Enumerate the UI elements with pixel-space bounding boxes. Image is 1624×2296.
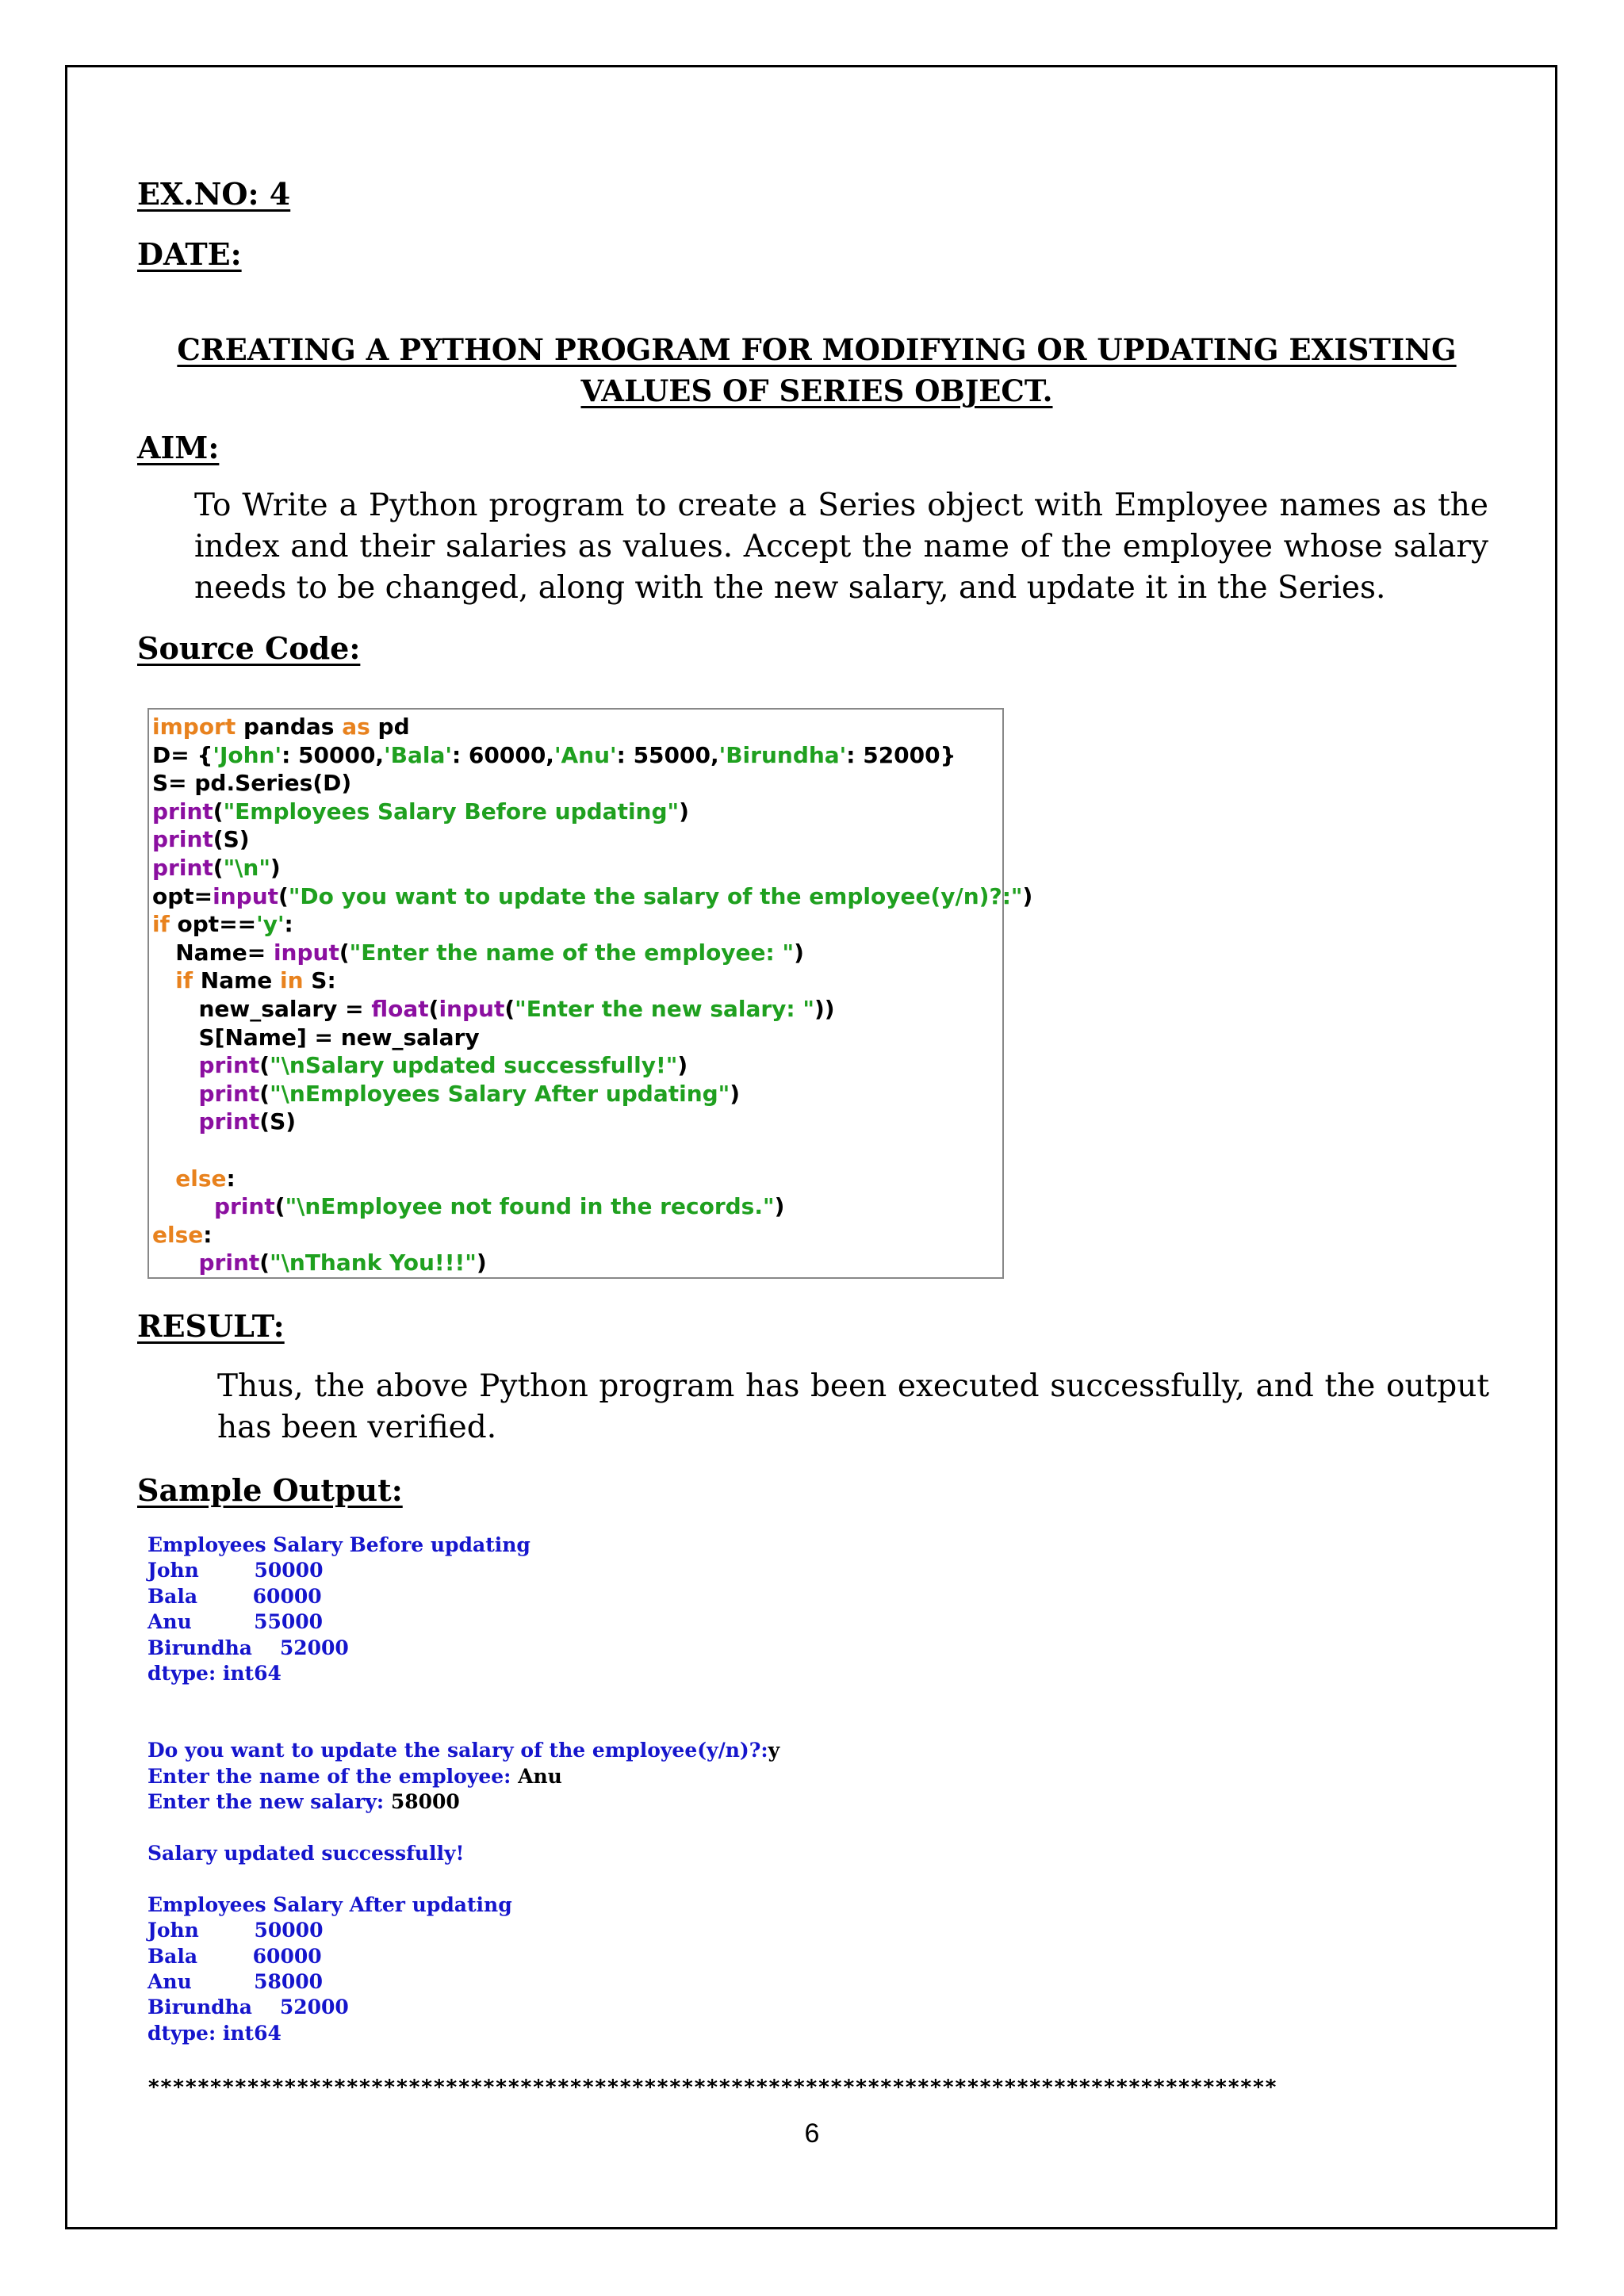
- output-line-token: Birundha 52000: [147, 1636, 349, 1659]
- code-line: [152, 854, 1002, 882]
- code-line-token: 'y': [256, 911, 285, 938]
- code-line-token: print: [152, 798, 213, 825]
- code-line-token: (S): [259, 1108, 297, 1135]
- code-line: [152, 910, 1002, 939]
- output-line-token: Birundha 52000: [147, 1996, 349, 2019]
- code-line-token: :: [203, 1221, 213, 1248]
- output-line-token: Bala 60000: [147, 1944, 322, 1968]
- code-line: [152, 1051, 1002, 1080]
- output-line-token: dtype: int64: [147, 2021, 282, 2045]
- code-line-token: new_salary =: [152, 995, 372, 1022]
- code-line-token: 'Bala': [384, 741, 452, 768]
- code-line-token: print: [152, 826, 213, 853]
- code-line-token: "\nEmployee not found in the records.": [285, 1193, 775, 1220]
- code-line-token: ): [476, 1249, 487, 1276]
- code-line-token: pandas: [236, 714, 343, 740]
- code-line: [152, 995, 1002, 1024]
- code-line-token: (: [213, 854, 224, 881]
- output-line: [147, 1764, 779, 1789]
- output-line: [147, 1738, 779, 1763]
- code-line-token: : 52000}: [846, 741, 956, 768]
- output-line: [147, 1686, 779, 1712]
- output-line: [147, 1944, 779, 1969]
- output-line: [147, 1841, 779, 1866]
- code-line: [152, 798, 1002, 826]
- page-title: [119, 329, 1515, 411]
- code-line-token: ): [677, 1052, 688, 1079]
- code-line-token: "Enter the name of the employee: ": [349, 939, 795, 966]
- code-line-token: float: [371, 995, 429, 1022]
- code-line-token: : 50000,: [282, 741, 385, 768]
- code-line-token: (: [428, 995, 439, 1022]
- output-line-token: Employees Salary After updating: [147, 1892, 512, 1916]
- code-line-token: [152, 1108, 199, 1135]
- output-line: [147, 1789, 779, 1815]
- output-line-token: y: [768, 1739, 780, 1762]
- code-line-token: Name=: [152, 939, 274, 966]
- output-line: [147, 1558, 779, 1583]
- output-line-token: Enter the new salary:: [147, 1790, 391, 1814]
- output-line: [147, 1969, 779, 1995]
- code-line: [152, 1136, 1002, 1165]
- code-line-token: )): [814, 995, 835, 1022]
- code-line-token: "\nEmployees Salary After updating": [270, 1080, 730, 1107]
- code-line: [152, 769, 1002, 798]
- code-line-token: (: [259, 1052, 270, 1079]
- code-line-token: (: [339, 939, 350, 966]
- code-line-token: D= {: [152, 741, 213, 768]
- code-line-token: [152, 1249, 199, 1276]
- code-line-token: "\n": [223, 854, 270, 881]
- code-line-token: (: [278, 882, 289, 909]
- code-line-token: import: [152, 714, 236, 740]
- code-line: [152, 882, 1033, 911]
- code-line-token: [152, 1052, 199, 1078]
- code-line: [152, 966, 1002, 995]
- code-line-token: S[Name] = new_salary: [152, 1024, 480, 1050]
- aim-text: To Write a Python program to create a Series object with Employee names as the index and their salaries as values. Accept the name of the employee whose salary needs to be changed, along with the new salary, and update it in the Series.: [194, 488, 1488, 606]
- code-line-token: (: [274, 1193, 285, 1220]
- code-line-token: "\nThank You!!!": [270, 1249, 477, 1276]
- code-line-token: [152, 1165, 175, 1192]
- code-line: [152, 825, 1002, 854]
- code-line-token: if: [152, 911, 170, 938]
- code-line-token: (S): [213, 826, 250, 853]
- output-line-token: Anu: [518, 1764, 562, 1788]
- source-code: [149, 710, 1033, 1277]
- code-line-token: "Employees Salary Before updating": [223, 798, 680, 825]
- code-line-token: input: [273, 939, 339, 966]
- result-heading: RESULT:: [137, 1308, 285, 1344]
- output-line: [147, 2021, 779, 2046]
- code-line-token: :: [284, 911, 293, 938]
- divider-stars: *******************************************************************************************: [147, 2076, 1277, 2099]
- page-title-text: CREATING A PYTHON PROGRAM FOR MODIFYING OR UPDATING EXISTING VALUES OF SERIES OBJECT.: [177, 332, 1457, 408]
- code-line: [152, 1192, 1002, 1221]
- code-line-token: ): [730, 1080, 741, 1107]
- code-line-token: print: [213, 1193, 275, 1220]
- output-line-token: Enter the name of the employee:: [147, 1764, 519, 1788]
- output-line-token: 58000: [390, 1790, 460, 1814]
- output-line: [147, 1609, 779, 1635]
- code-line-token: ): [794, 939, 804, 966]
- output-line: [147, 1892, 779, 1918]
- code-line-token: opt==: [169, 911, 257, 938]
- sample-output: [147, 1533, 779, 2046]
- code-line-token: input: [439, 995, 505, 1022]
- result-text: Thus, the above Python program has been executed successfully, and the output has been verified.: [217, 1368, 1489, 1445]
- code-line-token: : 55000,: [616, 741, 719, 768]
- output-line-token: Do you want to update the salary of the employee(y/n)?:: [147, 1739, 768, 1762]
- code-line: [152, 1249, 1002, 1277]
- code-line: [152, 1024, 1002, 1052]
- output-line-token: Employees Salary Before updating: [147, 1533, 530, 1556]
- output-line-token: John 50000: [147, 1559, 324, 1582]
- sample-output-heading: Sample Output:: [137, 1472, 403, 1508]
- code-line-token: 'Birundha': [718, 741, 847, 768]
- code-line-token: else: [175, 1165, 227, 1192]
- output-line-token: John 50000: [147, 1919, 324, 1942]
- code-line-token: [152, 967, 175, 993]
- code-line-token: "\nSalary updated successfully!": [270, 1052, 678, 1079]
- output-line-token: dtype: int64: [147, 1662, 282, 1686]
- code-line: [152, 741, 1002, 770]
- output-line-token: Anu 55000: [147, 1610, 324, 1634]
- code-line-token: ): [1022, 882, 1033, 909]
- output-line: [147, 1995, 779, 2020]
- code-line-token: "Do you want to update the salary of the employee(y/n)?:": [288, 882, 1023, 909]
- code-line: [152, 1108, 1002, 1136]
- output-line-token: Salary updated successfully!: [147, 1841, 465, 1865]
- code-line-token: 'Anu': [553, 741, 617, 768]
- output-line: [147, 1533, 779, 1558]
- code-line-token: Name: [193, 967, 281, 994]
- code-line-token: ): [679, 798, 689, 825]
- code-line-token: : 60000,: [451, 741, 554, 768]
- code-line-token: 'John': [213, 741, 282, 768]
- code-line-token: (: [259, 1080, 270, 1107]
- code-line-token: in: [280, 967, 304, 994]
- code-line-token: print: [198, 1052, 260, 1079]
- code-line-token: (: [504, 995, 515, 1022]
- output-line: [147, 1636, 779, 1661]
- aim-heading: AIM:: [137, 430, 220, 465]
- code-line: [152, 1221, 1002, 1249]
- output-line-token: Bala 60000: [147, 1584, 322, 1608]
- source-code-heading: Source Code:: [137, 630, 361, 666]
- date-label: DATE:: [137, 236, 242, 272]
- output-line: [147, 1661, 779, 1686]
- output-line: [147, 1918, 779, 1943]
- code-line-token: [152, 1081, 199, 1107]
- code-line-token: (: [213, 798, 224, 825]
- code-line-token: [152, 1193, 214, 1219]
- output-line: [147, 1584, 779, 1609]
- code-line-token: print: [198, 1080, 260, 1107]
- code-line: [152, 1080, 1002, 1108]
- code-line-token: S:: [303, 967, 336, 994]
- exercise-number: EX.NO: 4: [137, 176, 291, 212]
- code-line-token: ): [270, 854, 281, 881]
- code-line-token: as: [342, 714, 370, 740]
- code-line: [152, 713, 1002, 741]
- output-line: [147, 1815, 779, 1840]
- code-line-token: S= pd.Series(D): [152, 770, 352, 797]
- code-line-token: ): [774, 1193, 785, 1220]
- code-line-token: input: [213, 882, 279, 909]
- output-line: [147, 1866, 779, 1892]
- code-line-token: if: [175, 967, 193, 994]
- code-line-token: pd: [370, 714, 410, 740]
- code-line-token: :: [226, 1165, 236, 1192]
- code-line-token: else: [152, 1221, 204, 1248]
- source-code-box: [147, 708, 1033, 1279]
- output-line: [147, 1712, 779, 1738]
- code-line: [152, 939, 1002, 967]
- page-number: 6: [804, 2118, 820, 2149]
- code-line: [152, 1165, 1002, 1193]
- code-line-token: print: [152, 854, 213, 881]
- output-line-token: Anu 58000: [147, 1969, 324, 1993]
- code-line-token: opt=: [152, 882, 213, 909]
- code-line-token: (: [259, 1249, 270, 1276]
- code-line-token: "Enter the new salary: ": [515, 995, 814, 1022]
- code-line-token: print: [198, 1108, 260, 1135]
- code-line-token: print: [198, 1249, 260, 1276]
